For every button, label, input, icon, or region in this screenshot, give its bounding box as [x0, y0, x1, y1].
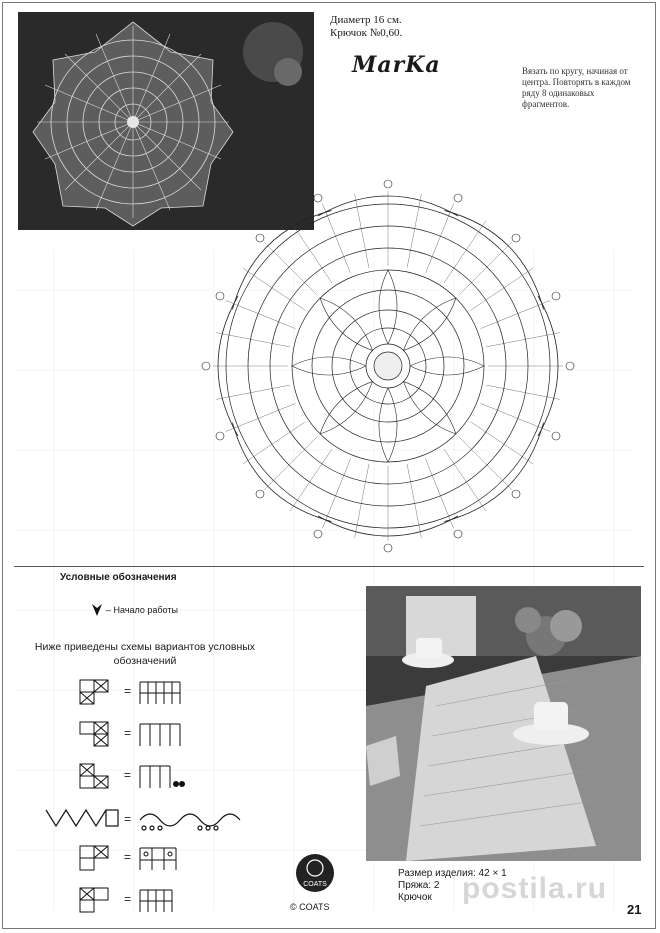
brand-logo: MarKa [352, 52, 441, 78]
legend-row [40, 886, 300, 916]
hook-footer-text: Крючок [398, 892, 432, 903]
instructions-text: Вязать по кругу, начиная от центра. Повторять в каждом ряду 8 одинаковых фрагментов. [522, 66, 631, 109]
variants-note: Ниже приведены схемы вариантов условных обозначений [34, 641, 256, 667]
start-marker [92, 604, 178, 616]
hook-text: Крючок №0,60. [330, 27, 403, 39]
legend-row [40, 806, 300, 836]
size-text: Размер изделия: 42 × 1 [398, 868, 507, 879]
start-label: – Начало работы [106, 605, 178, 615]
table-photo [366, 586, 641, 861]
coats-copyright: © COATS [290, 902, 330, 912]
watermark: postila.ru [462, 872, 608, 905]
diameter-text: Диаметр 16 см. [330, 14, 402, 26]
legend-title: Условные обозначения [60, 572, 177, 583]
equals-sign: = [124, 892, 132, 906]
legend-row [40, 762, 300, 792]
legend-row [40, 844, 300, 874]
equals-sign: = [124, 726, 132, 740]
equals-sign: = [124, 812, 132, 826]
yarn-text: Пряжа: 2 [398, 880, 440, 891]
equals-sign: = [124, 768, 132, 782]
coats-logo-text: COATS [303, 881, 327, 888]
specs [330, 14, 402, 40]
coats-logo [294, 852, 336, 894]
page-number: 21 [627, 902, 642, 917]
equals-sign: = [124, 684, 132, 698]
equals-sign: = [124, 850, 132, 864]
section-divider [14, 566, 644, 567]
crochet-diagram [120, 100, 660, 560]
legend-row [40, 720, 300, 750]
legend-row [40, 678, 300, 708]
start-arrow-icon [92, 604, 102, 616]
